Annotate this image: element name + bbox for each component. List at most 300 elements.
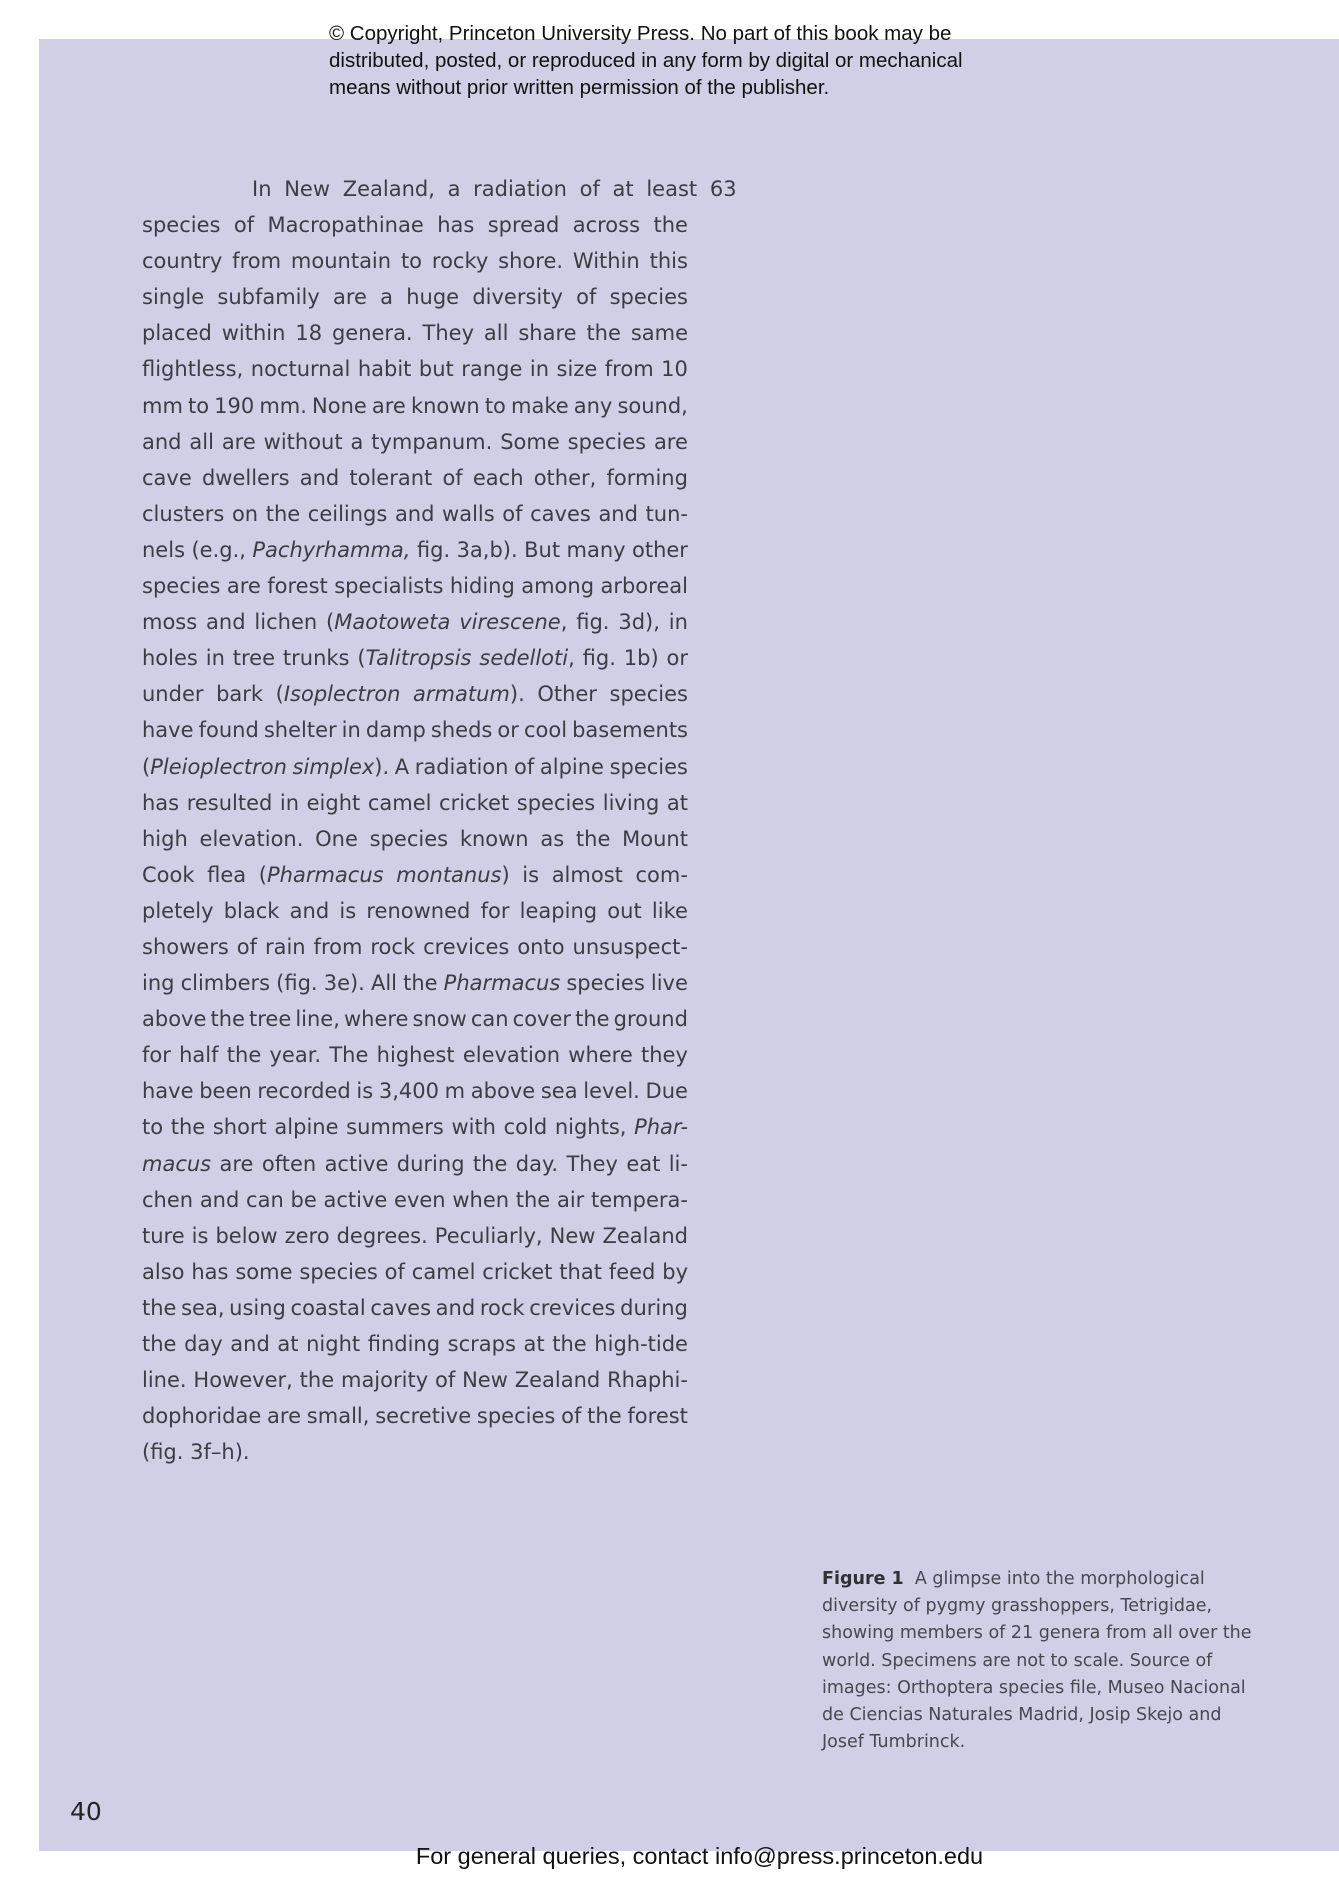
text-word: species [142, 213, 221, 238]
text-word: for [480, 898, 510, 923]
text-word: out [607, 898, 642, 923]
text-line [142, 604, 688, 640]
text-word: forming [606, 465, 688, 490]
text-word: rock [370, 934, 416, 959]
text-word: All [370, 971, 397, 996]
text-word: even [394, 1187, 446, 1212]
text-word: and [598, 501, 638, 526]
text-line [142, 821, 688, 857]
text-word: but [418, 357, 454, 382]
text-word: sedelloti, [479, 646, 575, 671]
text-word: are [332, 285, 367, 310]
text-word: has [191, 1259, 229, 1284]
text-line [142, 1290, 688, 1326]
text-word: from [313, 934, 363, 959]
text-word: Rhaphi- [607, 1368, 688, 1393]
text-word: air [556, 1187, 585, 1212]
text-word: they [641, 1043, 688, 1068]
text-line [142, 1326, 688, 1362]
text-word: majority [340, 1368, 429, 1393]
text-word: black [223, 898, 280, 923]
text-word: can [246, 1187, 284, 1212]
text-word: Pharmacus [443, 971, 561, 996]
text-word: unsuspect- [572, 934, 688, 959]
text-word: found [198, 718, 259, 743]
text-word: a [447, 177, 461, 201]
text-word: mm. [259, 393, 307, 418]
text-word: New [462, 1368, 508, 1393]
text-word: Macropathinae [267, 213, 424, 238]
text-word: Due [645, 1079, 688, 1104]
text-line [142, 496, 688, 532]
text-word: has [142, 790, 180, 815]
text-word: forest [267, 574, 328, 599]
text-word: at [666, 790, 688, 815]
text-word: shore. [498, 249, 564, 274]
text-word: the [586, 321, 621, 346]
text-word: as [540, 826, 565, 851]
text-word: trunks [282, 646, 350, 671]
text-word: rock [479, 1295, 525, 1320]
text-line [142, 388, 688, 424]
text-line [142, 640, 688, 676]
text-word: during [396, 1151, 465, 1176]
text-word: m [444, 1079, 466, 1104]
text-word: is [522, 862, 540, 887]
text-word: crevices [423, 934, 510, 959]
text-word: species [566, 971, 645, 996]
text-word: above [142, 1007, 207, 1032]
text-word: None [312, 393, 367, 418]
text-word: in [341, 718, 361, 743]
text-line [142, 351, 688, 387]
text-line [142, 1001, 688, 1037]
caption-line: showing members of 21 genera from all over the [822, 1623, 1252, 1644]
text-word: where [343, 1007, 409, 1032]
text-line [142, 1434, 688, 1470]
text-word: bark [216, 682, 264, 707]
text-word: feed [608, 1259, 656, 1284]
text-word: species [609, 285, 688, 310]
text-word: (Pharmacus [258, 862, 384, 887]
text-word: summers [346, 1115, 444, 1140]
text-word: among [521, 574, 595, 599]
text-word: (Maotoweta [326, 610, 451, 635]
text-word: a [380, 285, 394, 310]
text-word: sea, [181, 1295, 225, 1320]
text-word: or [497, 718, 519, 743]
text-word: the [210, 1007, 245, 1032]
text-word: species [142, 574, 221, 599]
text-word: cave [142, 465, 192, 490]
text-word: rocky [431, 249, 489, 274]
text-word: the [170, 1115, 206, 1140]
text-word: can [470, 1007, 509, 1032]
text-word: spread [487, 213, 560, 238]
text-word: sea [540, 1079, 578, 1104]
text-word: 3,400 [378, 1079, 439, 1104]
text-line [142, 279, 688, 315]
text-line [142, 1398, 688, 1434]
text-word: at [277, 1332, 299, 1356]
text-word: the [142, 1295, 177, 1320]
text-word: elevation [462, 1043, 561, 1068]
text-word: active [323, 1187, 388, 1212]
text-word: day. [515, 1151, 559, 1176]
text-word: 1b) [623, 646, 659, 671]
text-word: species [609, 754, 688, 779]
text-word: been [199, 1079, 252, 1104]
text-word: In [252, 177, 272, 201]
text-line [142, 893, 688, 929]
text-word: during [620, 1295, 688, 1320]
text-word: damp [365, 718, 426, 743]
text-line [142, 532, 688, 568]
text-word: the [403, 971, 438, 996]
text-word: basements [572, 718, 688, 743]
text-word: of [384, 1259, 405, 1284]
text-word: alpine [539, 754, 604, 779]
text-word: live [650, 971, 688, 996]
text-word: (e.g., [191, 537, 246, 562]
text-word: tun- [645, 501, 688, 526]
text-word: are [653, 429, 688, 454]
text-word: some [235, 1259, 293, 1284]
text-word: ture [142, 1223, 185, 1248]
text-word: many [566, 537, 626, 562]
text-line [142, 749, 688, 785]
text-word: night [306, 1332, 361, 1356]
text-word: to [400, 249, 423, 274]
text-word: diversity [472, 285, 563, 310]
text-word: are [226, 574, 261, 599]
text-word: nights, [554, 1115, 627, 1140]
text-word: flea [207, 862, 247, 887]
text-word: forest [627, 1404, 688, 1429]
text-word: living [602, 790, 660, 815]
text-word: tree [232, 646, 276, 671]
text-word: hiding [449, 574, 515, 599]
text-word: fig. [416, 537, 451, 562]
text-word: Cook [142, 862, 195, 887]
text-word: 190 [214, 393, 255, 418]
text-line [142, 1109, 688, 1145]
text-word: degrees. [336, 1223, 428, 1248]
text-word: radiation [414, 754, 509, 779]
text-word: habit [357, 357, 412, 382]
text-word: to [484, 393, 506, 418]
text-word: for [142, 1043, 171, 1068]
text-word: walls [442, 501, 495, 526]
text-word: They [566, 1151, 618, 1176]
text-word: One [315, 826, 358, 851]
caption-line: world. Specimens are not to scale. Source of [822, 1650, 1213, 1671]
text-word: The [329, 1043, 369, 1068]
text-word: any [573, 393, 613, 418]
text-word: montanus) [396, 862, 510, 887]
text-word: armatum). [413, 682, 525, 707]
text-word: within [221, 321, 286, 346]
text-word: year. [269, 1043, 322, 1068]
caption-line: Josef Tumbrinck. [822, 1732, 966, 1753]
text-word: size [556, 357, 598, 382]
text-word: virescene, [459, 610, 568, 635]
text-word: 63 [709, 177, 737, 201]
text-word: level. [583, 1079, 640, 1104]
text-word: at [612, 177, 634, 201]
text-word: have [142, 718, 194, 743]
text-word: moss [142, 610, 198, 635]
text-line [142, 1037, 688, 1073]
text-line [142, 929, 688, 965]
text-word: placed [142, 321, 212, 346]
text-word: and [206, 610, 246, 635]
text-word: high-tide [594, 1332, 688, 1356]
text-word: also [142, 1259, 185, 1284]
text-word: 3e). [323, 971, 365, 996]
text-word: But [524, 537, 561, 562]
text-word: chen [142, 1187, 194, 1212]
text-word: to [142, 1115, 164, 1140]
text-word: is [191, 1223, 209, 1248]
text-word: species [609, 682, 688, 707]
copyright-line: distributed, posted, or reproduced in any form by digital or mechanical [329, 49, 963, 72]
text-word: nels [142, 537, 186, 562]
caption-line [822, 1566, 1272, 1593]
text-line [142, 460, 688, 496]
text-word: range [461, 357, 523, 382]
text-word: same [630, 321, 688, 346]
text-word: and [230, 1332, 270, 1356]
text-word: on [231, 501, 259, 526]
text-word: Zealand, [342, 177, 435, 201]
text-word: However, [193, 1368, 293, 1393]
text-word: line, [295, 1007, 340, 1032]
footer [0, 1843, 1339, 1870]
text-word: lichen [254, 610, 318, 635]
text-word: without [263, 429, 343, 454]
text-line [142, 315, 688, 351]
text-word: across [572, 213, 641, 238]
text-word: cricket [482, 1259, 553, 1284]
text-word: (Talitropsis [357, 646, 472, 671]
text-word: of [561, 1404, 582, 1429]
text-word: single [142, 285, 205, 310]
text-word: known [459, 826, 529, 851]
caption-line: diversity of pygmy grasshoppers, Tetrigidae, [822, 1596, 1213, 1617]
text-line [142, 207, 688, 243]
text-word: arboreal [600, 574, 688, 599]
text-word: fig. [582, 646, 616, 671]
text-word: They [422, 321, 475, 346]
text-word: almost [551, 862, 623, 887]
text-word: camel [411, 1259, 476, 1284]
text-word: the [472, 1151, 508, 1176]
text-word: recorded [257, 1079, 351, 1104]
text-line [142, 243, 688, 279]
text-word: radiation [473, 177, 567, 201]
text-word: the [575, 1007, 610, 1032]
copyright-line: means without prior written permission of the publisher. [329, 76, 830, 99]
text-word: secretive [375, 1404, 472, 1429]
text-word: rain [264, 934, 306, 959]
text-word: in [529, 357, 550, 382]
text-word: known [410, 393, 480, 418]
text-word: all [483, 321, 509, 346]
text-word: elevation. [199, 826, 304, 851]
text-word: all [189, 429, 214, 454]
text-word: (fig. [276, 971, 318, 996]
text-word: where [568, 1043, 633, 1068]
text-word: Peculiarly, [434, 1223, 543, 1248]
text-word: clusters [142, 501, 225, 526]
text-word: the [299, 1368, 335, 1393]
text-word: alpine [274, 1115, 339, 1140]
text-word: are [371, 393, 406, 418]
text-word: are [267, 1404, 302, 1429]
text-word: and [289, 898, 330, 923]
figure-label: Figure 1 [822, 1569, 904, 1589]
text-word: from [604, 357, 654, 382]
text-word: sheds [430, 718, 493, 743]
caption-line: images: Orthoptera species file, Museo Nacional [822, 1677, 1246, 1698]
text-word: are [219, 1151, 254, 1176]
text-word: flightless, [142, 357, 244, 382]
text-line [142, 424, 688, 460]
text-word: active [324, 1151, 389, 1176]
text-word: Pachyrhamma, [252, 537, 411, 562]
text-line [142, 1362, 688, 1398]
text-word: half [179, 1043, 219, 1068]
text-word: have [142, 1079, 194, 1104]
text-word: by [662, 1259, 688, 1284]
text-word: of [579, 177, 600, 201]
text-word: that [559, 1259, 602, 1284]
text-word: genera. [331, 321, 413, 346]
text-word: crevices [529, 1295, 616, 1320]
text-word: is [356, 1079, 374, 1104]
text-word: 10 [661, 357, 688, 382]
text-word: in [279, 790, 300, 815]
text-word: tolerant [349, 465, 433, 490]
text-line [142, 785, 688, 821]
text-word: of [236, 934, 257, 959]
text-word: the [653, 213, 688, 238]
text-line [142, 1146, 688, 1182]
text-word: New [549, 1223, 596, 1248]
text-word: renowned [366, 898, 471, 923]
text-word: shelter [263, 718, 337, 743]
text-word: cover [512, 1007, 572, 1032]
text-word: species [516, 790, 596, 815]
text-word: the [226, 1043, 262, 1068]
text-word: zero [284, 1223, 330, 1248]
text-word: fig. [576, 610, 610, 635]
text-word: 18 [295, 321, 323, 346]
text-word: under [142, 682, 204, 707]
text-word: of [514, 754, 535, 779]
text-word: to [188, 393, 210, 418]
text-line [142, 1254, 688, 1290]
text-line [142, 1218, 688, 1254]
text-word: species [369, 826, 449, 851]
text-word: share [518, 321, 577, 346]
text-word: huge [406, 285, 460, 310]
text-word: from [232, 249, 282, 274]
text-word: subfamily [217, 285, 320, 310]
text-word: when [452, 1187, 510, 1212]
body-paragraph [142, 171, 737, 1470]
text-word: dwellers [201, 465, 290, 490]
text-word: and [299, 465, 340, 490]
text-word: (fig. [142, 1440, 184, 1465]
text-word: at [523, 1332, 545, 1356]
text-word: simplex). [292, 754, 390, 779]
text-word: often [261, 1151, 317, 1176]
text-word: species [567, 429, 647, 454]
text-word: camel [367, 790, 432, 815]
text-word: mountain [290, 249, 392, 274]
text-word: Other [537, 682, 597, 707]
text-word: finding [367, 1332, 441, 1356]
text-word: like [651, 898, 688, 923]
copyright-notice [329, 20, 1049, 101]
text-word: tree [249, 1007, 292, 1032]
text-word: Within [572, 249, 640, 274]
text-word: cold [503, 1115, 548, 1140]
text-word: 3a,b). [456, 537, 518, 562]
text-word: Zealand [514, 1368, 601, 1393]
text-word: mm [142, 393, 183, 418]
text-word: this [649, 249, 688, 274]
text-word: make [511, 393, 569, 418]
text-word: ceilings [307, 501, 388, 526]
text-word: cool [523, 718, 568, 743]
text-word: or [666, 646, 688, 671]
text-word: com- [635, 862, 688, 887]
text-word: of [434, 1368, 456, 1393]
text-word: macus [142, 1151, 212, 1176]
text-word: other, [533, 465, 597, 490]
text-word: in [668, 610, 688, 635]
text-word: cricket [439, 790, 510, 815]
text-word: the [142, 1332, 177, 1356]
text-word: highest [376, 1043, 455, 1068]
text-word: Mount [622, 826, 688, 851]
text-word: the [587, 1404, 622, 1429]
text-word: and [394, 501, 435, 526]
text-word: New [284, 177, 331, 201]
text-word: resulted [186, 790, 273, 815]
text-word: ing [142, 971, 175, 996]
text-word: the [552, 1332, 587, 1356]
text-word: are [221, 429, 256, 454]
text-word: nocturnal [250, 357, 351, 382]
figure-caption [822, 1566, 1272, 1756]
text-word: species [476, 1404, 556, 1429]
text-word: Some [500, 429, 560, 454]
text-line [142, 1073, 688, 1109]
text-word: using [229, 1295, 286, 1320]
text-word: below [215, 1223, 278, 1248]
text-word: sound, [617, 393, 688, 418]
text-word: holes [142, 646, 198, 671]
text-word: specialists [334, 574, 444, 599]
text-word: above [470, 1079, 536, 1104]
text-word: of [502, 501, 523, 526]
text-word: A [394, 754, 410, 779]
text-word: caves [530, 501, 591, 526]
